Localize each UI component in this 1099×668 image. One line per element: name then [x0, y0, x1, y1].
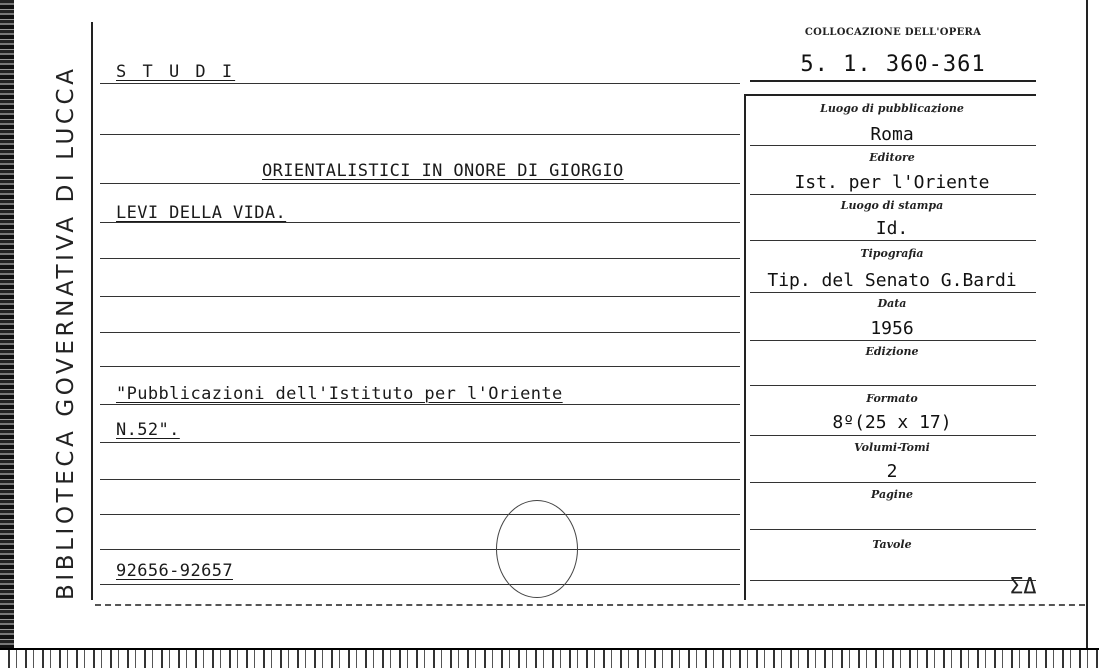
data-label: Data [877, 297, 907, 310]
editore-label: Editore [869, 151, 915, 164]
tipografia-label: Tipografia [860, 247, 924, 260]
luogo-pubblicazione-value: Roma [870, 124, 914, 145]
inventory-number: 92656-92657 [116, 561, 233, 581]
details-line [750, 194, 1036, 195]
card-bottom-edge [0, 650, 1099, 668]
tavole-label: Tavole [872, 538, 912, 551]
margin-line [91, 22, 93, 600]
ruled-line [100, 442, 740, 443]
title-line-1: S T U D I [116, 62, 236, 82]
details-line [750, 529, 1036, 530]
luogo-pubblicazione-label: Luogo di pubblicazione [820, 102, 964, 115]
ruled-line [100, 296, 740, 297]
details-line [750, 482, 1036, 483]
details-line [750, 340, 1036, 341]
title-line-2: ORIENTALISTICI IN ONORE DI GIORGIO [262, 161, 624, 181]
details-line [750, 240, 1036, 241]
ruled-line [100, 514, 740, 515]
details-line [750, 145, 1036, 146]
ruled-line [100, 584, 740, 585]
ruled-line [100, 479, 740, 480]
luogo-stampa-label: Luogo di stampa [840, 199, 944, 212]
collocation-label: COLLOCAZIONE DELL'OPERA [804, 27, 982, 38]
formato-value: 8º(25 x 17) [832, 412, 952, 433]
card-left-edge [0, 0, 14, 668]
ruled-line [100, 332, 740, 333]
tipografia-value: Tip. del Senato G.Bardi [767, 270, 1017, 291]
ruled-line [100, 366, 740, 367]
ruled-line [100, 83, 740, 84]
library-name: BIBLIOTECA GOVERNATIVA DI LUCCA [53, 65, 79, 600]
luogo-stampa-value: Id. [875, 218, 909, 239]
editore-value: Ist. per l'Oriente [794, 172, 990, 193]
title-line-3: LEVI DELLA VIDA. [116, 203, 287, 223]
card-right-edge [1086, 0, 1099, 650]
details-line [750, 385, 1036, 386]
volumi-tomi-label: Volumi-Tomi [854, 441, 930, 454]
pagine-label: Pagine [871, 488, 913, 501]
ruled-line [100, 258, 740, 259]
corner-mark: ΣΔ [1010, 574, 1037, 599]
collocation-underline [750, 80, 1036, 82]
data-value: 1956 [870, 318, 914, 339]
details-line [750, 580, 1036, 581]
details-line [750, 292, 1036, 293]
ruled-line [100, 549, 740, 550]
collocation-value: 5. 1. 360-361 [800, 52, 986, 77]
ruled-line [100, 134, 740, 135]
edizione-label: Edizione [865, 345, 919, 358]
ruled-line [100, 404, 740, 405]
series-line-2: N.52". [116, 420, 180, 440]
volumi-tomi-value: 2 [886, 461, 898, 482]
ruled-line [100, 183, 740, 184]
formato-label: Formato [866, 392, 918, 405]
details-box-top [744, 94, 1036, 96]
details-line [750, 435, 1036, 436]
series-line-1: "Pubblicazioni dell'Istituto per l'Oriente [116, 384, 563, 404]
library-stamp [496, 500, 578, 598]
bottom-dashed-line [95, 604, 1085, 606]
